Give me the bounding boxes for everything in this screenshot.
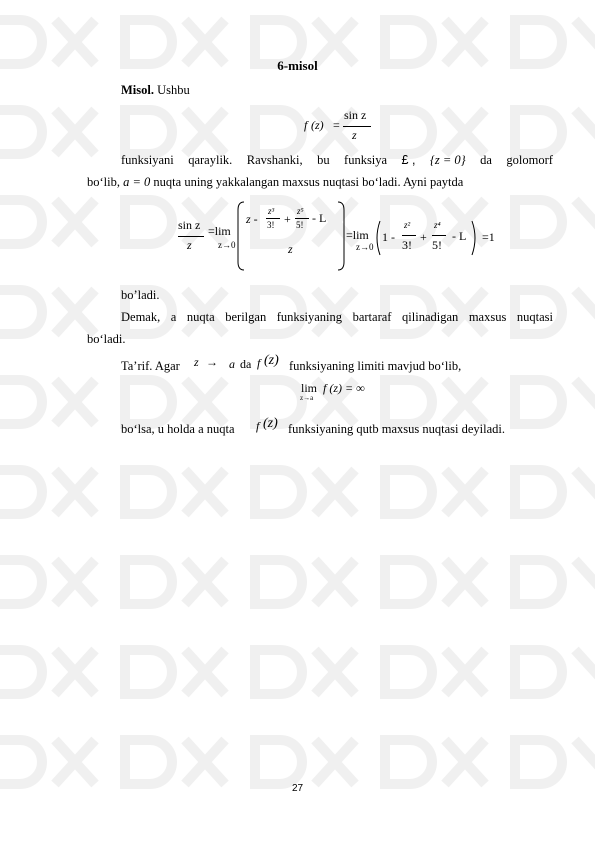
para5-pre: bo‘lsa, u holda a nuqta	[121, 422, 235, 436]
f2-n-plus: +	[284, 212, 291, 226]
math-a-eq-0: a = 0	[123, 175, 151, 189]
f2-left-paren	[373, 220, 381, 256]
f2-result: =1	[482, 230, 495, 244]
f2-n-z3: z³	[268, 206, 275, 216]
f2-n-3f: 3!	[267, 220, 275, 230]
word: qaraylik.	[188, 153, 233, 167]
f1-fraction-bar	[343, 126, 371, 127]
f2-n-minus: - L	[312, 211, 327, 225]
f2-n-z: z -	[246, 212, 258, 226]
f2-3f: 3!	[402, 238, 412, 252]
f2-z4: z⁴	[434, 220, 441, 230]
intro-text: Ushbu	[157, 83, 190, 97]
f2-frac4	[432, 235, 446, 236]
f1-lhs: f	[304, 118, 308, 132]
intro-line	[121, 82, 190, 98]
para2: bo’ladi.	[121, 288, 160, 302]
intro-label: Misol.	[121, 83, 154, 97]
page-number: 27	[291, 783, 304, 794]
text: bo‘lib,	[87, 175, 120, 189]
f2-lim2: =lim	[346, 228, 369, 242]
p4-z: z	[194, 355, 199, 369]
f2-right-paren	[471, 220, 479, 256]
f2-fraction-bar	[178, 236, 204, 237]
word: funksiya	[344, 153, 388, 167]
f2-sin: sin z	[178, 218, 201, 232]
f1-arg: (z)	[311, 118, 324, 132]
p5-arg: (z)	[263, 416, 278, 431]
f2-lim: =lim	[208, 224, 231, 238]
p4-da: da	[240, 357, 252, 371]
para1-line2	[87, 174, 463, 190]
math-set: £ ,	[401, 153, 416, 167]
p4-arg: (z)	[264, 353, 279, 368]
f2-z2: z²	[404, 220, 411, 230]
para3-line1	[121, 309, 553, 325]
f3-lim: lim	[301, 381, 318, 395]
f2-n-frac1	[266, 218, 280, 219]
word: bu	[317, 153, 330, 167]
para1-line1	[121, 152, 553, 168]
word: golomorf	[506, 153, 553, 167]
f2-tail: - L	[452, 229, 467, 243]
f2-d-z: z	[288, 242, 293, 256]
f2-lim-sub: z→0	[218, 240, 236, 250]
f2-n-5f: 5!	[296, 220, 304, 230]
para3-line1-text: Demak, a nuqta berilgan funksiyaning bartaraf qilinadigan maxsus nuqtasi	[121, 310, 553, 324]
p5-f: f	[256, 419, 260, 433]
f3-sub: z→a	[300, 394, 314, 402]
word: funksiyani	[121, 153, 174, 167]
f1-eq: =	[333, 118, 340, 132]
para4-post: funksiyaning limiti mavjud bo‘lib,	[289, 359, 462, 373]
p4-a: a	[229, 357, 235, 371]
para4-pre: Ta’rif. Agar	[121, 359, 180, 373]
math-exclude-set: {z = 0}	[429, 153, 466, 167]
f2-z: z	[187, 238, 192, 252]
f2-one: 1 -	[382, 230, 395, 244]
word: da	[480, 153, 492, 167]
f2-plus2: +	[420, 230, 427, 244]
f2-5f: 5!	[432, 238, 442, 252]
page-title: 6-misol	[277, 58, 318, 73]
text: nuqta uning yakkalangan maxsus nuqtasi bo‘ladi. Ayni paytda	[153, 175, 464, 189]
word: Ravshanki,	[246, 153, 303, 167]
p4-f: f	[257, 356, 261, 370]
f1-num: sin z	[344, 108, 367, 122]
f2-n-frac2	[295, 218, 309, 219]
f2-left-bracket	[236, 200, 246, 272]
f1-den: z	[352, 128, 357, 142]
para5-post: funksiyaning qutb maxsus nuqtasi deyiladi.	[288, 422, 505, 436]
f2-right-bracket	[336, 200, 346, 272]
para3-line2: bo‘ladi.	[87, 332, 126, 346]
f2-frac3	[402, 235, 416, 236]
f2-n-z5: z⁵	[297, 206, 304, 216]
f3-expr: f (z) = ∞	[323, 381, 365, 395]
p4-arrow: →	[206, 355, 218, 369]
f2-lim2-sub: z→0	[356, 242, 374, 252]
